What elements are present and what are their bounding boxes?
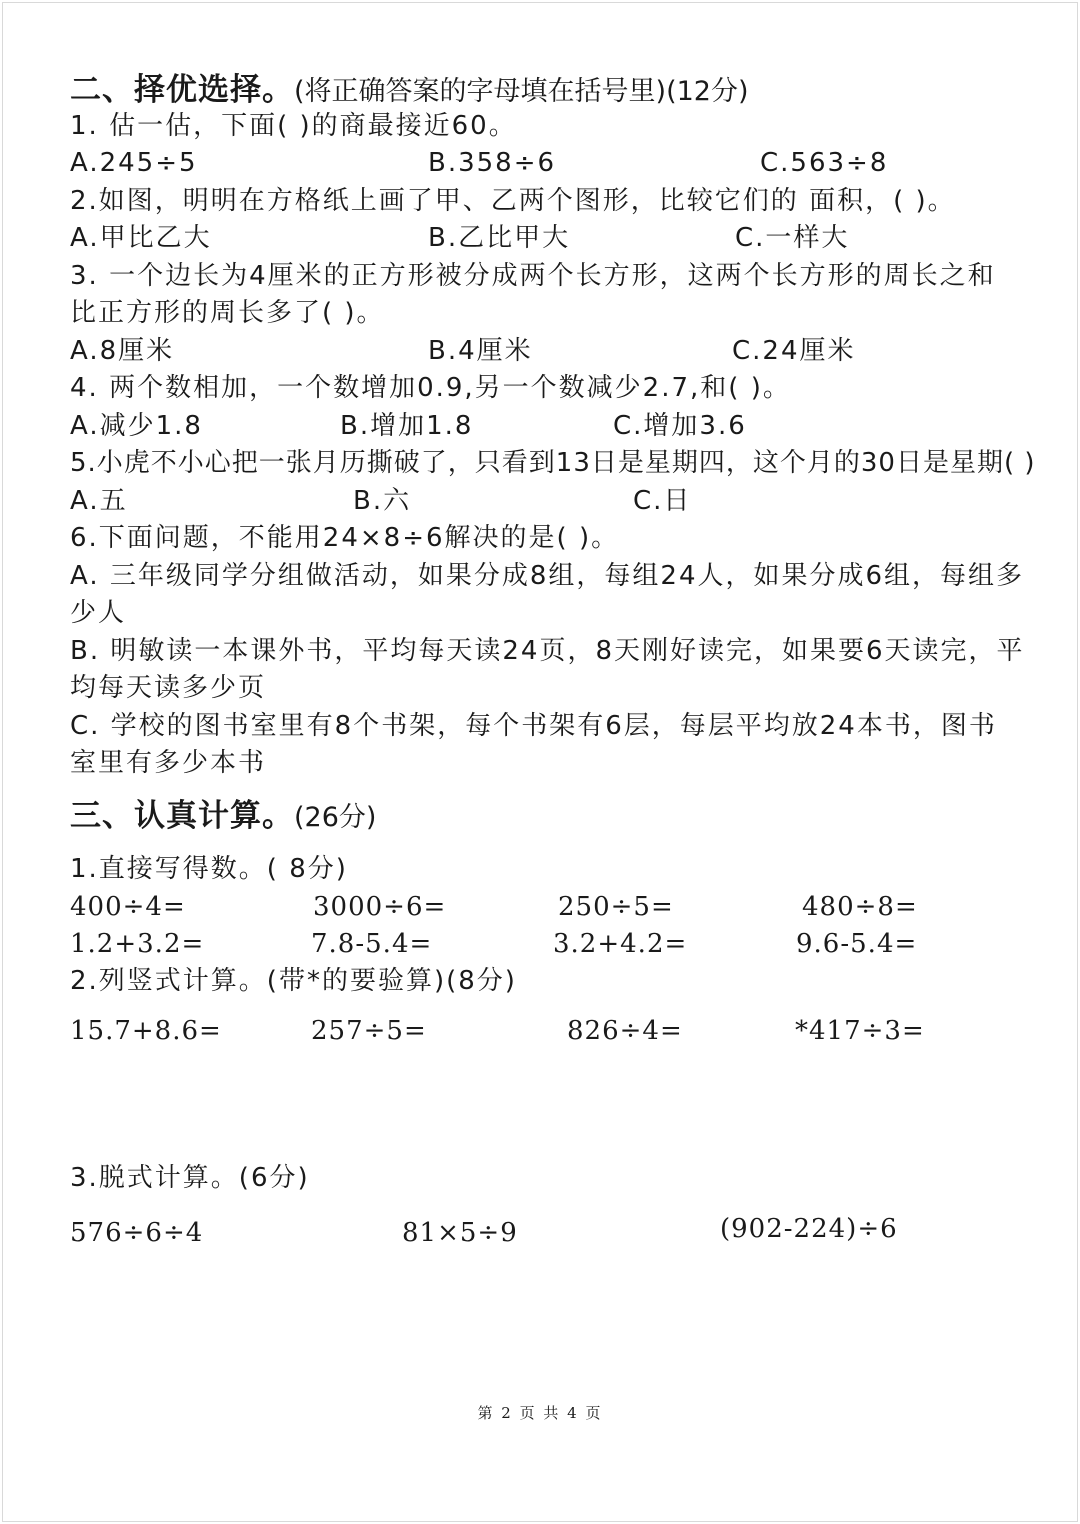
q5-option-c: C.日 <box>633 486 692 516</box>
section-2-title: 二、择优选择。 <box>70 72 294 108</box>
q5-stem: 5.小虎不小心把一张月历撕破了，只看到13日是星期四，这个月的30日是星期( ) <box>70 448 1036 478</box>
part1-row1-item: 400÷4= <box>70 892 186 922</box>
q3-option-c: C.24厘米 <box>732 336 856 366</box>
section-2-heading <box>70 72 749 110</box>
q2-option-c: C.一样大 <box>735 223 850 253</box>
q6-option-c-line2: 室里有多少本书 <box>70 748 267 778</box>
q3-option-b: B.4厘米 <box>428 336 533 366</box>
section-3-heading <box>70 798 376 836</box>
part3-item: (902-224)÷6 <box>720 1214 898 1244</box>
part1-row1-item: 3000÷6= <box>313 892 447 922</box>
q1-option-c: C.563÷8 <box>760 148 889 178</box>
part3-title: 3.脱式计算。(6分) <box>70 1163 310 1193</box>
part1-row1-item: 480÷8= <box>802 892 918 922</box>
page-footer: 第 2 页 共 4 页 <box>477 1404 603 1422</box>
part2-item: 257÷5= <box>311 1016 427 1046</box>
part2-item: *417÷3= <box>795 1016 925 1046</box>
part1-row1-item: 250÷5= <box>558 892 674 922</box>
part1-row2-item: 7.8-5.4= <box>311 929 433 959</box>
part2-item: 15.7+8.6= <box>70 1016 222 1046</box>
part2-item: 826÷4= <box>567 1016 683 1046</box>
part3-item: 81×5÷9 <box>402 1218 518 1248</box>
part1-row2-item: 3.2+4.2= <box>553 929 688 959</box>
q4-option-c: C.增加3.6 <box>613 411 747 441</box>
part1-row2-item: 1.2+3.2= <box>70 929 205 959</box>
q3-stem-line2: 比正方形的周长多了( )。 <box>70 298 385 328</box>
q6-stem: 6.下面问题，不能用24×8÷6解决的是( )。 <box>70 523 620 553</box>
part3-item: 576÷6÷4 <box>70 1218 204 1248</box>
q6-option-b-line2: 均每天读多少页 <box>70 673 267 703</box>
q2-option-a: A.甲比乙大 <box>70 223 212 253</box>
q5-option-a: A.五 <box>70 486 128 516</box>
q2-stem: 2.如图，明明在方格纸上画了甲、乙两个图形，比较它们的 面积，( )。 <box>70 186 956 216</box>
part2-title: 2.列竖式计算。(带*的要验算)(8分) <box>70 966 517 996</box>
q4-stem: 4. 两个数相加，一个数增加0.9,另一个数减少2.7,和( )。 <box>70 373 791 403</box>
q4-option-b: B.增加1.8 <box>340 411 474 441</box>
q3-option-a: A.8厘米 <box>70 336 175 366</box>
q6-option-b-line1: B. 明敏读一本课外书，平均每天读24页，8天刚好读完，如果要6天读完，平 <box>70 636 1025 666</box>
section-2-note: (将正确答案的字母填在括号里)(12分) <box>294 76 749 107</box>
q6-option-c-line1: C. 学校的图书室里有8个书架，每个书架有6层，每层平均放24本书，图书 <box>70 711 997 741</box>
part1-row2-item: 9.6-5.4= <box>796 929 918 959</box>
section-3-title: 三、认真计算。 <box>70 798 294 834</box>
q4-option-a: A.减少1.8 <box>70 411 203 441</box>
q1-option-b: B.358÷6 <box>428 148 557 178</box>
q2-option-b: B.乙比甲大 <box>428 223 571 253</box>
q1-option-a: A.245÷5 <box>70 148 198 178</box>
q3-stem-line1: 3. 一个边长为4厘米的正方形被分成两个长方形，这两个长方形的周长之和 <box>70 261 996 291</box>
q6-option-a-line1: A. 三年级同学分组做活动，如果分成8组，每组24人，如果分成6组，每组多 <box>70 561 1025 591</box>
q5-option-b: B.六 <box>353 486 412 516</box>
part1-title: 1.直接写得数。( 8分) <box>70 854 348 884</box>
q6-option-a-line2: 少人 <box>70 598 127 628</box>
q1-stem: 1. 估一估，下面( )的商最接近60。 <box>70 111 517 141</box>
section-3-note: (26分) <box>294 802 377 833</box>
